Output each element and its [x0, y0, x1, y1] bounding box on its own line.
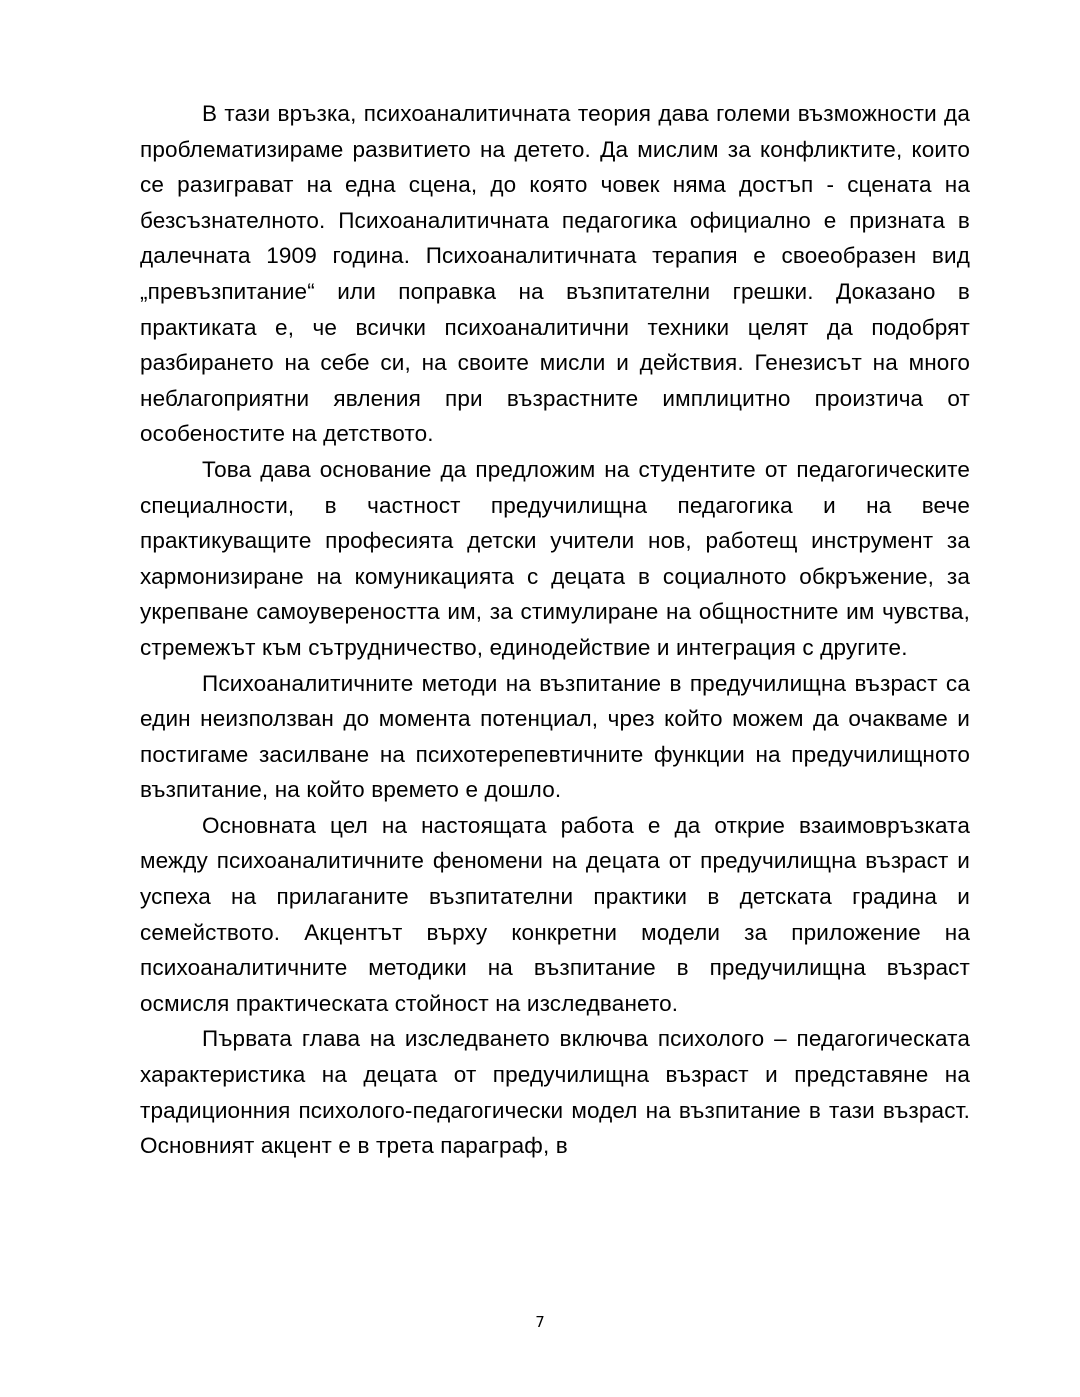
paragraph-students-proposal: Това дава основание да предложим на студентите от педагогическите специалности, в частност предучилищна педагогика и на вече практикуващите професията детски учители нов, работещ инструмент за хармонизиране на комуникацията с децата в социалното обкръжение, за укрепване самоувереността им, за стимулиране на общностните им чувства, стремежът към сътрудничество, единодействие и интеграция с другите.: [140, 456, 970, 660]
paragraph-first-chapter: Първата глава на изследването включва психолого – педагогическата характеристика на децата от предучилищна възраст и представяне на традиционния психолого-педагогически модел на възпитание в тази възраст. Основният акцент е в трета параграф, в: [140, 1026, 970, 1159]
paragraph-psychoanalytic-theory: В тази връзка, психоаналитичната теория дава големи възможности да проблематизираме развитието на детето. Да мислим за конфликтите, които се разиграват на една сцена, до която човек няма достъп - сцената на безсъзнателното. Психоаналитичната педагогика официално е призната в далечната 1909 година. Психоаналитичната терапия е своеобразен вид „превъзпитание“ или поправка на възпитателни грешки. Доказано в практиката е, че всички психоаналитични техники целят да подобрят разбирането на себе си, на своите мисли и действия. Генезисът на много неблагоприятни явления при възрастните имплицитно произтича от особеностите на детството.: [140, 101, 970, 447]
page-number: 7: [535, 1313, 545, 1331]
paragraph-methods-potential: Психоаналитичните методи на възпитание в предучилищна възраст са един неизползван до момента потенциал, чрез който можем да очакваме и постигаме засилване на психотерепевтичните функции на предучилищното възпитание, на който времето е дошло.: [140, 670, 970, 803]
document-body: [140, 96, 970, 1164]
paragraph-main-goal: Основната цел на настоящата работа е да открие взаимовръзката между психоаналитичните феномени на децата от предучилищна възраст и успеха на прилаганите възпитателни практики в детската градина и семейството. Акцентът върху конкретни модели за приложение на психоаналитичните методики на възпитание в предучилищна възраст осмисля практическата стойност на изследването.: [140, 812, 970, 1016]
